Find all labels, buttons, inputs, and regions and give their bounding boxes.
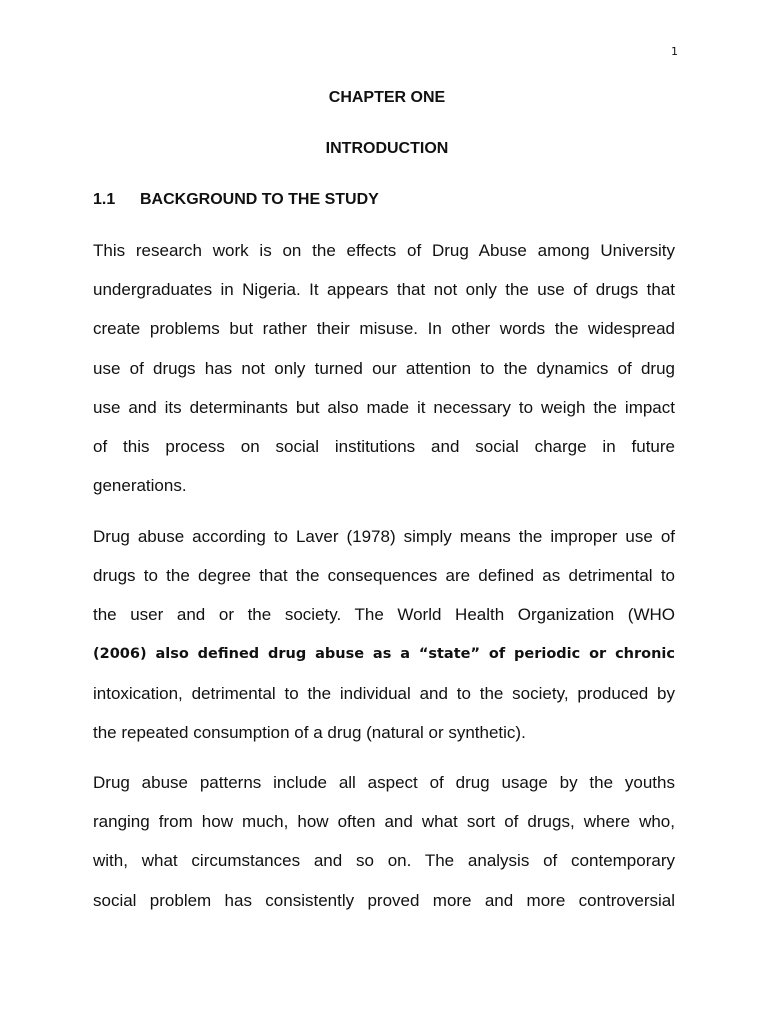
paragraph-line: with, what circumstances and so on. The analysis of contemporary [93,851,675,871]
section-title: BACKGROUND TO THE STUDY [140,191,379,208]
paragraph-line-bold: (2006) also defined drug abuse as a “state” of periodic or chronic [93,645,675,662]
paragraph-line: generations. [93,476,187,496]
chapter-heading: INTRODUCTION [325,140,449,157]
paragraph-patterns [93,763,675,920]
section-number: 1.1 [93,191,116,208]
chapter-title: CHAPTER ONE [328,89,446,106]
section-heading [93,190,379,210]
paragraph-line: This research work is on the effects of Drug Abuse among University [93,241,675,260]
paragraph-line: Drug abuse according to Laver (1978) simply means the improper use of [93,527,675,546]
paragraph-line: create problems but rather their misuse. In other words the widespread [93,319,675,339]
paragraph-line: the user and or the society. The World Health Organization (WHO [93,605,675,625]
paragraph-line: Drug abuse patterns include all aspect of drug usage by the youths [93,773,675,792]
paragraph-line: intoxication, detrimental to the individual and to the society, produced by [93,683,675,703]
page-number: 1 [671,45,678,58]
paragraph-line: social problem has consistently proved more and more controversial [93,890,675,910]
paragraph-line: undergraduates in Nigeria. It appears that not only the use of drugs that [93,280,675,300]
paragraph-line: ranging from how much, how often and what sort of drugs, where who, [93,812,675,832]
paragraph-line: use and its determinants but also made it necessary to weigh the impact [93,397,675,417]
paragraph-line: of this process on social institutions and social charge in future [93,437,675,457]
paragraph-definition [93,517,675,752]
paragraph-line: use of drugs has not only turned our attention to the dynamics of drug [93,358,675,378]
paragraph-line: the repeated consumption of a drug (natural or synthetic). [93,723,526,743]
paragraph-line: drugs to the degree that the consequences are defined as detrimental to [93,566,675,586]
paragraph-background [93,231,675,505]
